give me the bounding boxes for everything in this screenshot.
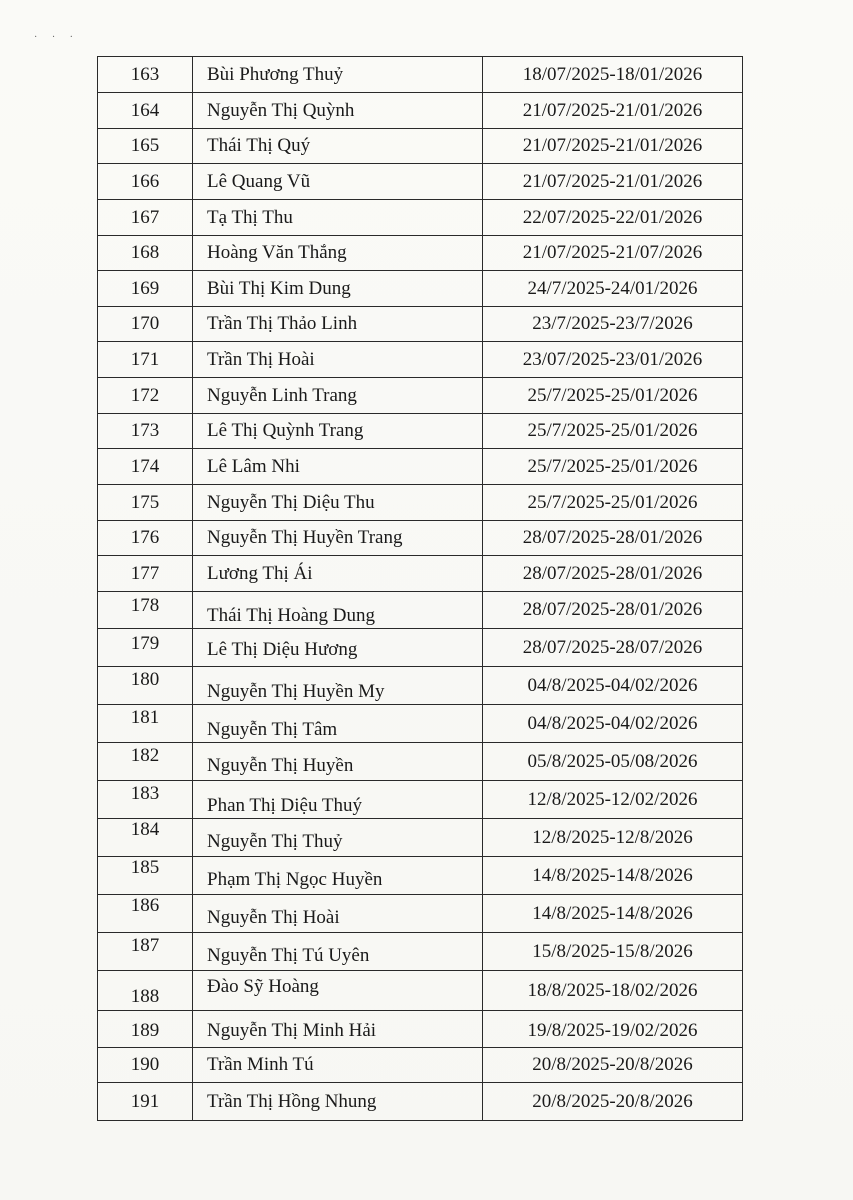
table-row (98, 667, 743, 705)
person-name: Nguyễn Linh Trang (193, 378, 483, 414)
person-name: Hoàng Văn Thắng (193, 236, 483, 271)
person-name: Nguyễn Thị Thuỷ (193, 823, 483, 861)
contract-period: 25/7/2025-25/01/2026 (483, 414, 743, 449)
table-row (98, 819, 743, 857)
contract-period: 12/8/2025-12/8/2026 (483, 819, 743, 857)
person-name: Đào Sỹ Hoàng (193, 967, 483, 1007)
person-name: Nguyễn Thị Huyền (193, 747, 483, 785)
table-row (98, 857, 743, 895)
person-name: Nguyễn Thị Hoài (193, 899, 483, 937)
row-number: 163 (98, 57, 193, 93)
person-name: Trần Thị Thảo Linh (193, 307, 483, 342)
person-name: Phạm Thị Ngọc Huyền (193, 861, 483, 899)
contract-period: 14/8/2025-14/8/2026 (483, 857, 743, 895)
table-row (98, 271, 743, 307)
row-number: 178 (98, 588, 193, 625)
table-row (98, 378, 743, 414)
row-number: 172 (98, 378, 193, 414)
person-name: Lê Thị Quỳnh Trang (193, 414, 483, 449)
table-row (98, 449, 743, 485)
row-number: 164 (98, 93, 193, 129)
row-number: 189 (98, 1013, 193, 1050)
table-row (98, 307, 743, 342)
person-name: Lương Thị Ái (193, 556, 483, 592)
table-row (98, 521, 743, 556)
person-name: Trần Minh Tú (193, 1048, 483, 1083)
table-row (98, 485, 743, 521)
contract-period: 23/07/2025-23/01/2026 (483, 342, 743, 378)
contract-period: 22/07/2025-22/01/2026 (483, 200, 743, 236)
contract-period: 21/07/2025-21/01/2026 (483, 129, 743, 164)
person-name: Bùi Thị Kim Dung (193, 271, 483, 307)
row-number: 174 (98, 449, 193, 485)
table-row (98, 971, 743, 1011)
row-number: 182 (98, 737, 193, 775)
contract-period: 15/8/2025-15/8/2026 (483, 933, 743, 971)
row-number: 180 (98, 661, 193, 699)
row-number: 171 (98, 342, 193, 378)
row-number: 186 (98, 887, 193, 925)
table-row (98, 592, 743, 629)
person-name: Lê Quang Vũ (193, 164, 483, 200)
person-name: Nguyễn Thị Tâm (193, 711, 483, 749)
contract-period: 19/8/2025-19/02/2026 (483, 1013, 743, 1050)
row-number: 177 (98, 556, 193, 592)
contract-period: 21/07/2025-21/01/2026 (483, 93, 743, 129)
person-name: Lê Lâm Nhi (193, 449, 483, 485)
table-row (98, 743, 743, 781)
person-name: Bùi Phương Thuỷ (193, 57, 483, 93)
table-row (98, 781, 743, 819)
table-row (98, 129, 743, 164)
row-number: 183 (98, 775, 193, 813)
person-name: Nguyễn Thị Diệu Thu (193, 485, 483, 521)
table-row (98, 1083, 743, 1121)
person-name: Thái Thị Quý (193, 129, 483, 164)
roster-body (98, 57, 743, 1121)
row-number: 175 (98, 485, 193, 521)
table-row (98, 1048, 743, 1083)
person-name: Nguyễn Thị Huyền My (193, 673, 483, 711)
contract-period: 25/7/2025-25/01/2026 (483, 485, 743, 521)
table-row (98, 1011, 743, 1048)
row-number: 167 (98, 200, 193, 236)
table-row (98, 556, 743, 592)
scan-specks: · · · (34, 32, 79, 43)
table-row (98, 164, 743, 200)
contract-period: 21/07/2025-21/01/2026 (483, 164, 743, 200)
contract-period: 04/8/2025-04/02/2026 (483, 667, 743, 705)
person-name: Trần Thị Hoài (193, 342, 483, 378)
contract-period: 05/8/2025-05/08/2026 (483, 743, 743, 781)
contract-period: 25/7/2025-25/01/2026 (483, 449, 743, 485)
person-name: Nguyễn Thị Minh Hải (193, 1013, 483, 1050)
contract-period: 18/8/2025-18/02/2026 (483, 971, 743, 1011)
contract-period: 28/07/2025-28/01/2026 (483, 521, 743, 556)
row-number: 170 (98, 307, 193, 342)
table-row (98, 705, 743, 743)
contract-period: 28/07/2025-28/01/2026 (483, 556, 743, 592)
row-number: 169 (98, 271, 193, 307)
row-number: 187 (98, 927, 193, 965)
person-name: Thái Thị Hoàng Dung (193, 598, 483, 635)
contract-period: 23/7/2025-23/7/2026 (483, 307, 743, 342)
table-row (98, 57, 743, 93)
person-name: Tạ Thị Thu (193, 200, 483, 236)
contract-period: 28/07/2025-28/07/2026 (483, 629, 743, 667)
table-row (98, 236, 743, 271)
row-number: 165 (98, 129, 193, 164)
row-number: 190 (98, 1048, 193, 1083)
contract-period: 21/07/2025-21/07/2026 (483, 236, 743, 271)
roster-table (97, 56, 743, 1121)
contract-period: 20/8/2025-20/8/2026 (483, 1048, 743, 1083)
row-number: 188 (98, 977, 193, 1017)
person-name: Nguyễn Thị Tú Uyên (193, 937, 483, 975)
person-name: Nguyễn Thị Huyền Trang (193, 521, 483, 556)
row-number: 168 (98, 236, 193, 271)
person-name: Phan Thị Diệu Thuý (193, 787, 483, 825)
row-number: 166 (98, 164, 193, 200)
row-number: 181 (98, 699, 193, 737)
table-row (98, 629, 743, 667)
row-number: 191 (98, 1083, 193, 1121)
table-row (98, 895, 743, 933)
contract-period: 25/7/2025-25/01/2026 (483, 378, 743, 414)
contract-period: 14/8/2025-14/8/2026 (483, 895, 743, 933)
table-row (98, 342, 743, 378)
table-row (98, 414, 743, 449)
contract-period: 12/8/2025-12/02/2026 (483, 781, 743, 819)
row-number: 173 (98, 414, 193, 449)
contract-period: 24/7/2025-24/01/2026 (483, 271, 743, 307)
table-row (98, 200, 743, 236)
person-name: Lê Thị Diệu Hương (193, 631, 483, 669)
contract-period: 20/8/2025-20/8/2026 (483, 1083, 743, 1121)
person-name: Trần Thị Hồng Nhung (193, 1083, 483, 1121)
table-row (98, 93, 743, 129)
contract-period: 18/07/2025-18/01/2026 (483, 57, 743, 93)
row-number: 179 (98, 625, 193, 663)
row-number: 185 (98, 849, 193, 887)
row-number: 184 (98, 811, 193, 849)
table-row (98, 933, 743, 971)
contract-period: 04/8/2025-04/02/2026 (483, 705, 743, 743)
person-name: Nguyễn Thị Quỳnh (193, 93, 483, 129)
contract-period: 28/07/2025-28/01/2026 (483, 592, 743, 629)
row-number: 176 (98, 521, 193, 556)
